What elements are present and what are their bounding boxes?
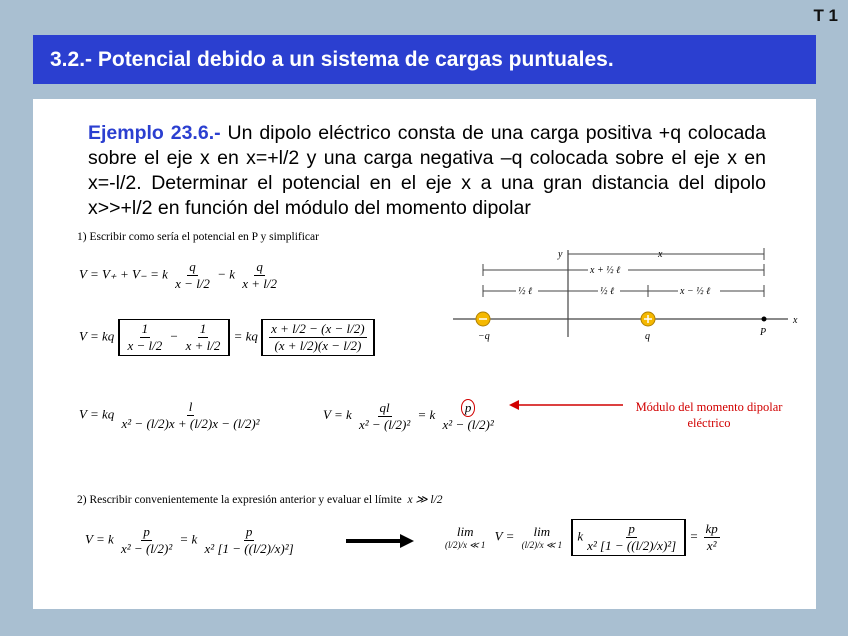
slide-title: 3.2.- Potencial debido a un sistema de cargas puntuales.: [33, 35, 816, 84]
example-label: Ejemplo 23.6.-: [88, 122, 221, 144]
eq2-bracket1: $\frac{1}{x - l/2}$ − $\frac{1}{x + l/2}$: [118, 319, 231, 356]
dist-x-plus: x + ½ ℓ: [590, 265, 621, 276]
dist-half-left: ½ ℓ: [518, 286, 533, 297]
eq1-frac2: $\frac{q}{x + l/2}$: [242, 259, 278, 291]
eq2-bracket2: $\frac{x + l/2 - (x - l/2)}{(x + l/2)(x - l/2)}$: [261, 319, 374, 356]
eq1-mid: − k: [217, 266, 235, 282]
x-axis-label: x: [793, 315, 798, 326]
equation-5: V = k $\frac{p}{\text{x² − (l/2)²}}$ = k $\frac{p}{\text{x² [1 − ((l/2)/x)²]}}$: [85, 524, 294, 556]
slide-content: [33, 99, 816, 609]
eq1-lhs: V = V₊ + V₋ = k: [79, 266, 168, 282]
equation-1: [79, 259, 281, 292]
eq1-frac1: $\frac{q}{x - l/2}$: [175, 259, 210, 291]
equation-6: lim (l/2)/x ≪ 1 V = lim (l/2)/x ≪ 1 k $\frac{p}{\text{x² [1 − ((l/2)/x)²]}}$ = $\frac{kp}{\text{x²}}$: [441, 519, 722, 556]
limit-2: lim (l/2)/x ≪ 1: [521, 524, 563, 550]
positive-charge-label: q: [645, 331, 650, 342]
implies-arrow: [346, 531, 416, 551]
dipole-diagram: [448, 242, 808, 352]
dist-x: x: [658, 249, 663, 260]
example-text: Un dipolo eléctrico consta de una carga positiva +q colocada sobre el eje x en x=+l/2 y una carga negativa –q colocada sobre el eje x en x=-l/2. Determinar el potencial en el eje x a una gran distancia del dipolo x>>+l/2 en función del módulo del momento dipolar: [88, 122, 766, 219]
limit-1: lim (l/2)/x ≪ 1: [445, 524, 486, 550]
eq2-lhs: V = kq: [79, 328, 115, 344]
dipole-moment-p: p: [461, 399, 476, 417]
equation-3: V = kq $\frac{l}{\text{x² − (l/2)x + (l/2)x − (l/2)²}}$: [79, 399, 260, 431]
step-1-label: 1) Escribir como sería el potencial en P y simplificar: [77, 231, 319, 243]
negative-charge-label: −q: [478, 331, 490, 342]
dipole-moment-note: Módulo del momento dipolar eléctrico: [635, 400, 783, 430]
dist-x-minus: x − ½ ℓ: [680, 286, 711, 297]
step-2-label: 2) Rescribir convenientemente la expresión anterior y evaluar el límite x ≫ l/2: [77, 494, 443, 506]
slide-number: T 1: [813, 6, 838, 25]
example-statement: [88, 121, 766, 221]
point-p-label: P: [760, 327, 767, 338]
point-p: [762, 317, 767, 322]
dist-half-right: ½ ℓ: [600, 286, 615, 297]
equation-4: V = k $\frac{ql}{\text{x² − (l/2)²}}$ = k $\frac{p}{\text{x² − (l/2)²}}$: [323, 399, 494, 432]
equation-2: V = kq $\frac{1}{x - l/2}$ − $\frac{1}{x + l/2}$ = kq $\frac{x + l/2 - (x - l/2)}{(x + l/2)(x - l/2)}$: [79, 319, 375, 356]
y-axis-label: y: [558, 249, 563, 260]
